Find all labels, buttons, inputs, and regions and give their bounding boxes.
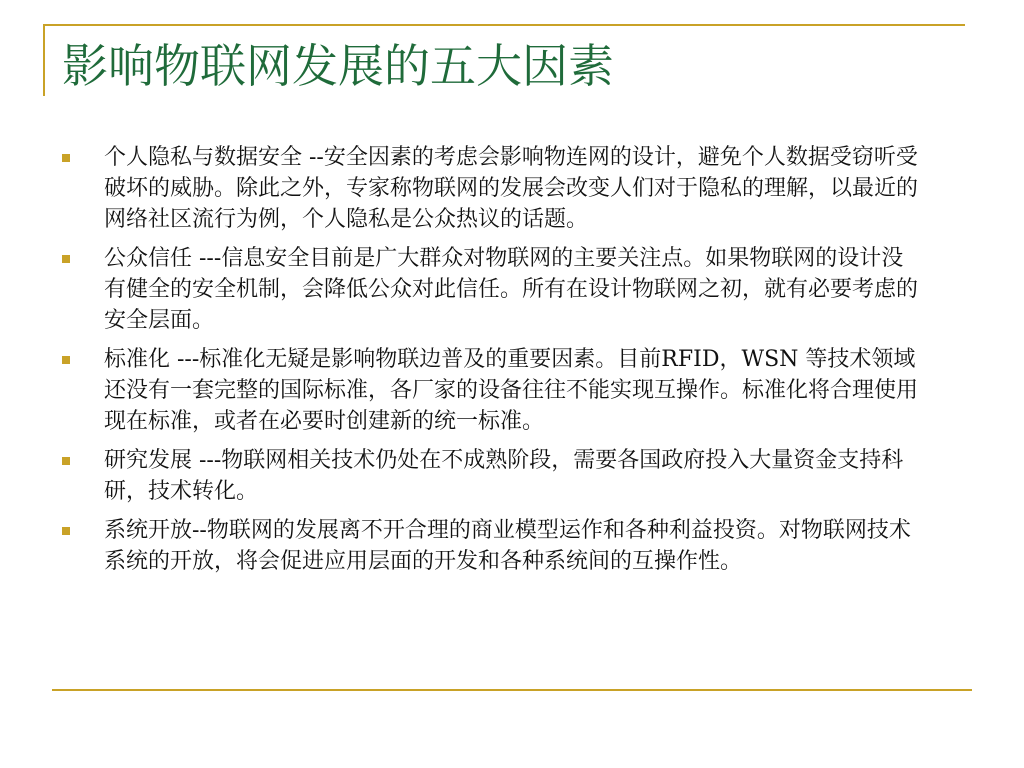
bullet-text-public-trust: 公众信任 ---信息安全目前是广大群众对物联网的主要关注点。如果物联网的设计没有健全的安全机制，会降低公众对此信任。所有在设计物联网之初，就有必要考虑的安全层面。 <box>104 246 919 333</box>
square-bullet-icon <box>62 356 70 364</box>
bullet-text-system-openness: 系统开放--物联网的发展离不开合理的商业模型运作和各种利益投资。对物联网技术系统的开放，将会促进应用层面的开发和各种系统间的互操作性。 <box>104 518 911 574</box>
slide-title: 影响物联网发展的五大因素 <box>62 39 614 93</box>
left-border-line <box>43 24 45 96</box>
square-bullet-icon <box>62 457 70 465</box>
square-bullet-icon <box>62 154 70 162</box>
top-border-line <box>43 24 965 26</box>
bullet-item-standardization <box>62 344 932 437</box>
bullet-item-privacy-security <box>62 142 932 235</box>
bullet-list <box>62 142 932 585</box>
bottom-border-line <box>52 689 972 691</box>
square-bullet-icon <box>62 527 70 535</box>
bullet-item-research-development <box>62 445 932 507</box>
bullet-text-research-development: 研究发展 ---物联网相关技术仍处在不成熟阶段，需要各国政府投入大量资金支持科研，技术转化。 <box>104 448 904 504</box>
bullet-item-system-openness <box>62 515 932 577</box>
bullet-item-public-trust <box>62 243 932 336</box>
bullet-text-standardization: 标准化 ---标准化无疑是影响物联边普及的重要因素。目前RFID，WSN 等技术领域还没有一套完整的国际标准，各厂家的设备往往不能实现互操作。标准化将合理使用现在标准，或者在必要时创建新的统一标准。 <box>104 347 919 434</box>
square-bullet-icon <box>62 255 70 263</box>
bullet-text-privacy-security: 个人隐私与数据安全 --安全因素的考虑会影响物连网的设计，避免个人数据受窃听受破坏的威胁。除此之外，专家称物联网的发展会改变人们对于隐私的理解，以最近的网络社区流行为例，个人隐私是公众热议的话题。 <box>104 145 919 232</box>
